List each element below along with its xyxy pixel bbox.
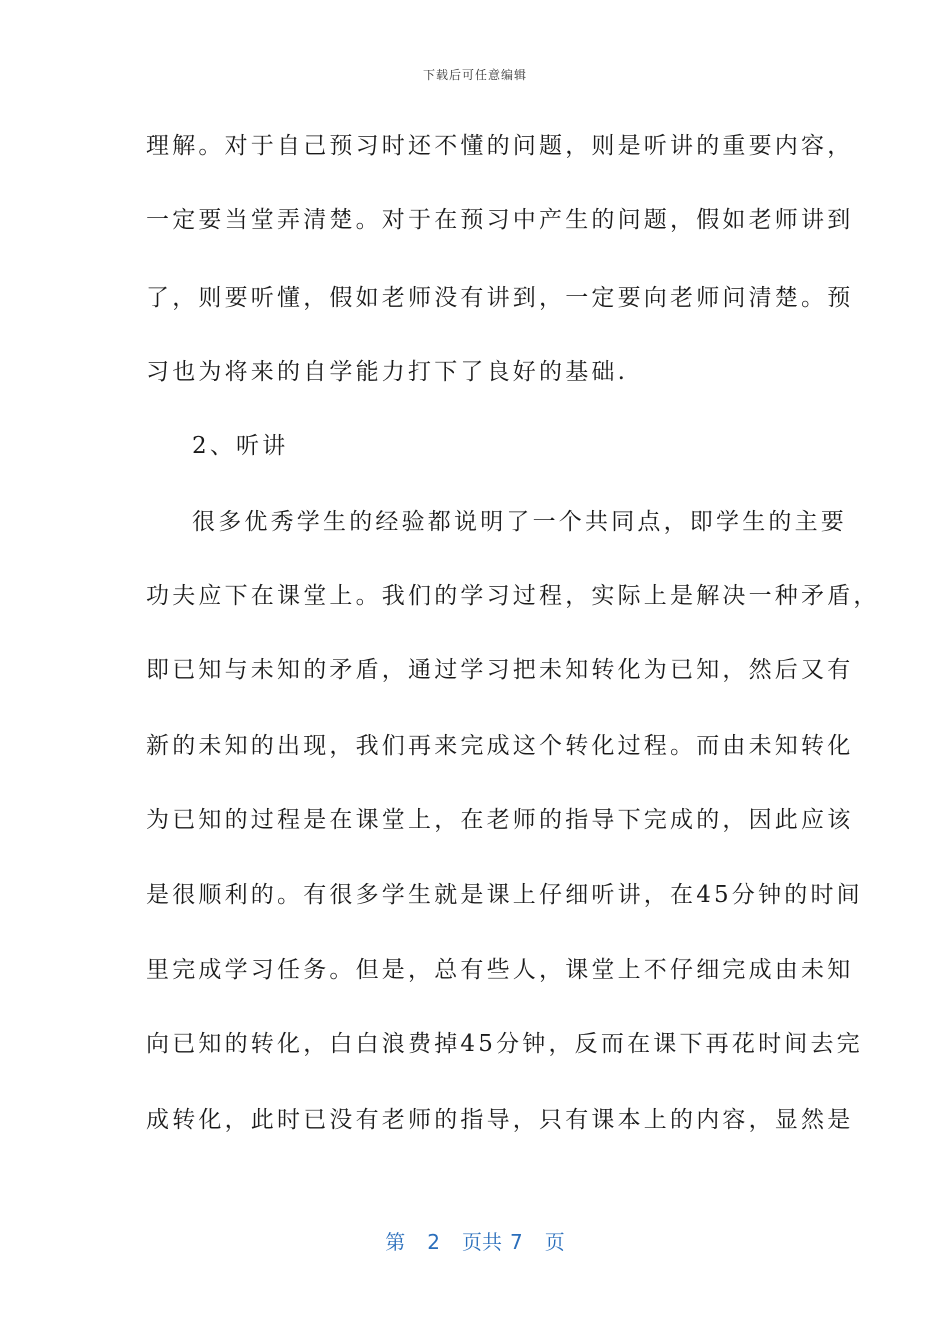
text-line: 新的未知的出现，我们再来完成这个转化过程。而由未知转化 <box>146 733 854 759</box>
text-line: 理解。对于自己预习时还不懂的问题，则是听讲的重要内容， <box>146 133 854 159</box>
footer-total-pages: 7 <box>510 1230 523 1254</box>
footer-suffix: 页 <box>544 1230 565 1254</box>
text-line: 是很顺利的。有很多学生就是课上仔细听讲，在45分钟的时间 <box>146 882 863 908</box>
text-line: 习也为将来的自学能力打下了良好的基础. <box>146 359 629 385</box>
text-line: 里完成学习任务。但是，总有些人，课堂上不仔细完成由未知 <box>146 957 854 983</box>
text-line: 为已知的过程是在课堂上，在老师的指导下完成的，因此应该 <box>146 807 854 833</box>
footer-prefix: 第 <box>385 1230 406 1254</box>
text-line: 很多优秀学生的经验都说明了一个共同点，即学生的主要 <box>192 509 847 535</box>
text-line: 即已知与未知的矛盾，通过学习把未知转化为已知，然后又有 <box>146 657 854 683</box>
footer-middle: 页共 <box>462 1230 502 1254</box>
footer-page-number: 2 <box>427 1230 440 1254</box>
text-line: 了，则要听懂，假如老师没有讲到，一定要向老师问清楚。预 <box>146 285 854 311</box>
text-line: 成转化，此时已没有老师的指导，只有课本上的内容，显然是 <box>146 1107 854 1133</box>
page-footer <box>0 1226 950 1255</box>
text-line: 一定要当堂弄清楚。对于在预习中产生的问题，假如老师讲到 <box>146 207 854 233</box>
text-line: 向已知的转化，白白浪费掉45分钟，反而在课下再花时间去完 <box>146 1031 863 1057</box>
text-line: 功夫应下在课堂上。我们的学习过程，实际上是解决一种矛盾， <box>146 583 880 609</box>
header-note: 下载后可任意编辑 <box>422 68 527 82</box>
section-heading: 2、听讲 <box>192 433 289 459</box>
